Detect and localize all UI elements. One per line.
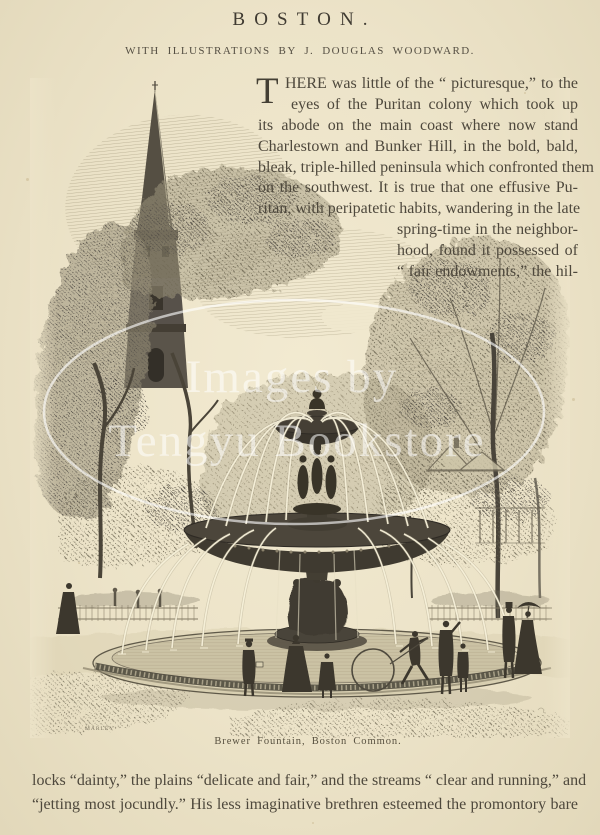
text-line: ritan, with peripatetic habits, wandering in the late bbox=[258, 200, 581, 218]
paper-speck bbox=[78, 562, 80, 564]
text-line: Charlestown and Bunker Hill, in the bold, bald, bbox=[258, 137, 578, 155]
text-line: on the southwest. It is true that one effusive Pu- bbox=[258, 179, 578, 197]
body-text-column bbox=[256, 71, 594, 283]
page-title: BOSTON. bbox=[232, 9, 377, 30]
paper-speck bbox=[312, 822, 314, 824]
text-line: “ fair endowments,” the hil- bbox=[397, 263, 578, 281]
watermark-text-line1: Images by bbox=[185, 351, 399, 403]
bottom-paragraph bbox=[32, 769, 587, 817]
text-line: spring-time in the neighbor- bbox=[397, 221, 578, 239]
text-line: hood, found it possessed of bbox=[397, 242, 578, 260]
text-line: locks “dainty,” the plains “delicate and fair,” and the streams “ clear and running,” and bbox=[32, 772, 587, 789]
illustration-caption: Brewer Fountain, Boston Common. bbox=[214, 736, 402, 747]
drop-cap: T bbox=[256, 71, 279, 112]
text-line: bleak, triple-hilled peninsula which confronted them bbox=[258, 158, 594, 176]
paper-speck bbox=[26, 178, 29, 181]
text-line: “jetting most jocundly.” His less imaginative brethren esteemed the promontory bare bbox=[32, 796, 578, 813]
text-line: HERE was little of the “ picturesque,” to the bbox=[285, 75, 578, 92]
paper-speck bbox=[572, 398, 575, 401]
text-line: eyes of the Puritan colony which took up bbox=[291, 95, 578, 113]
watermark-text-line2: Tengyu Bookstore bbox=[108, 415, 486, 467]
engraver-signature: MARLEY bbox=[85, 726, 115, 732]
page-subtitle: WITH ILLUSTRATIONS BY J. DOUGLAS WOODWARD. bbox=[125, 45, 475, 57]
text-line: its abode on the main coast where now stand bbox=[258, 116, 578, 134]
